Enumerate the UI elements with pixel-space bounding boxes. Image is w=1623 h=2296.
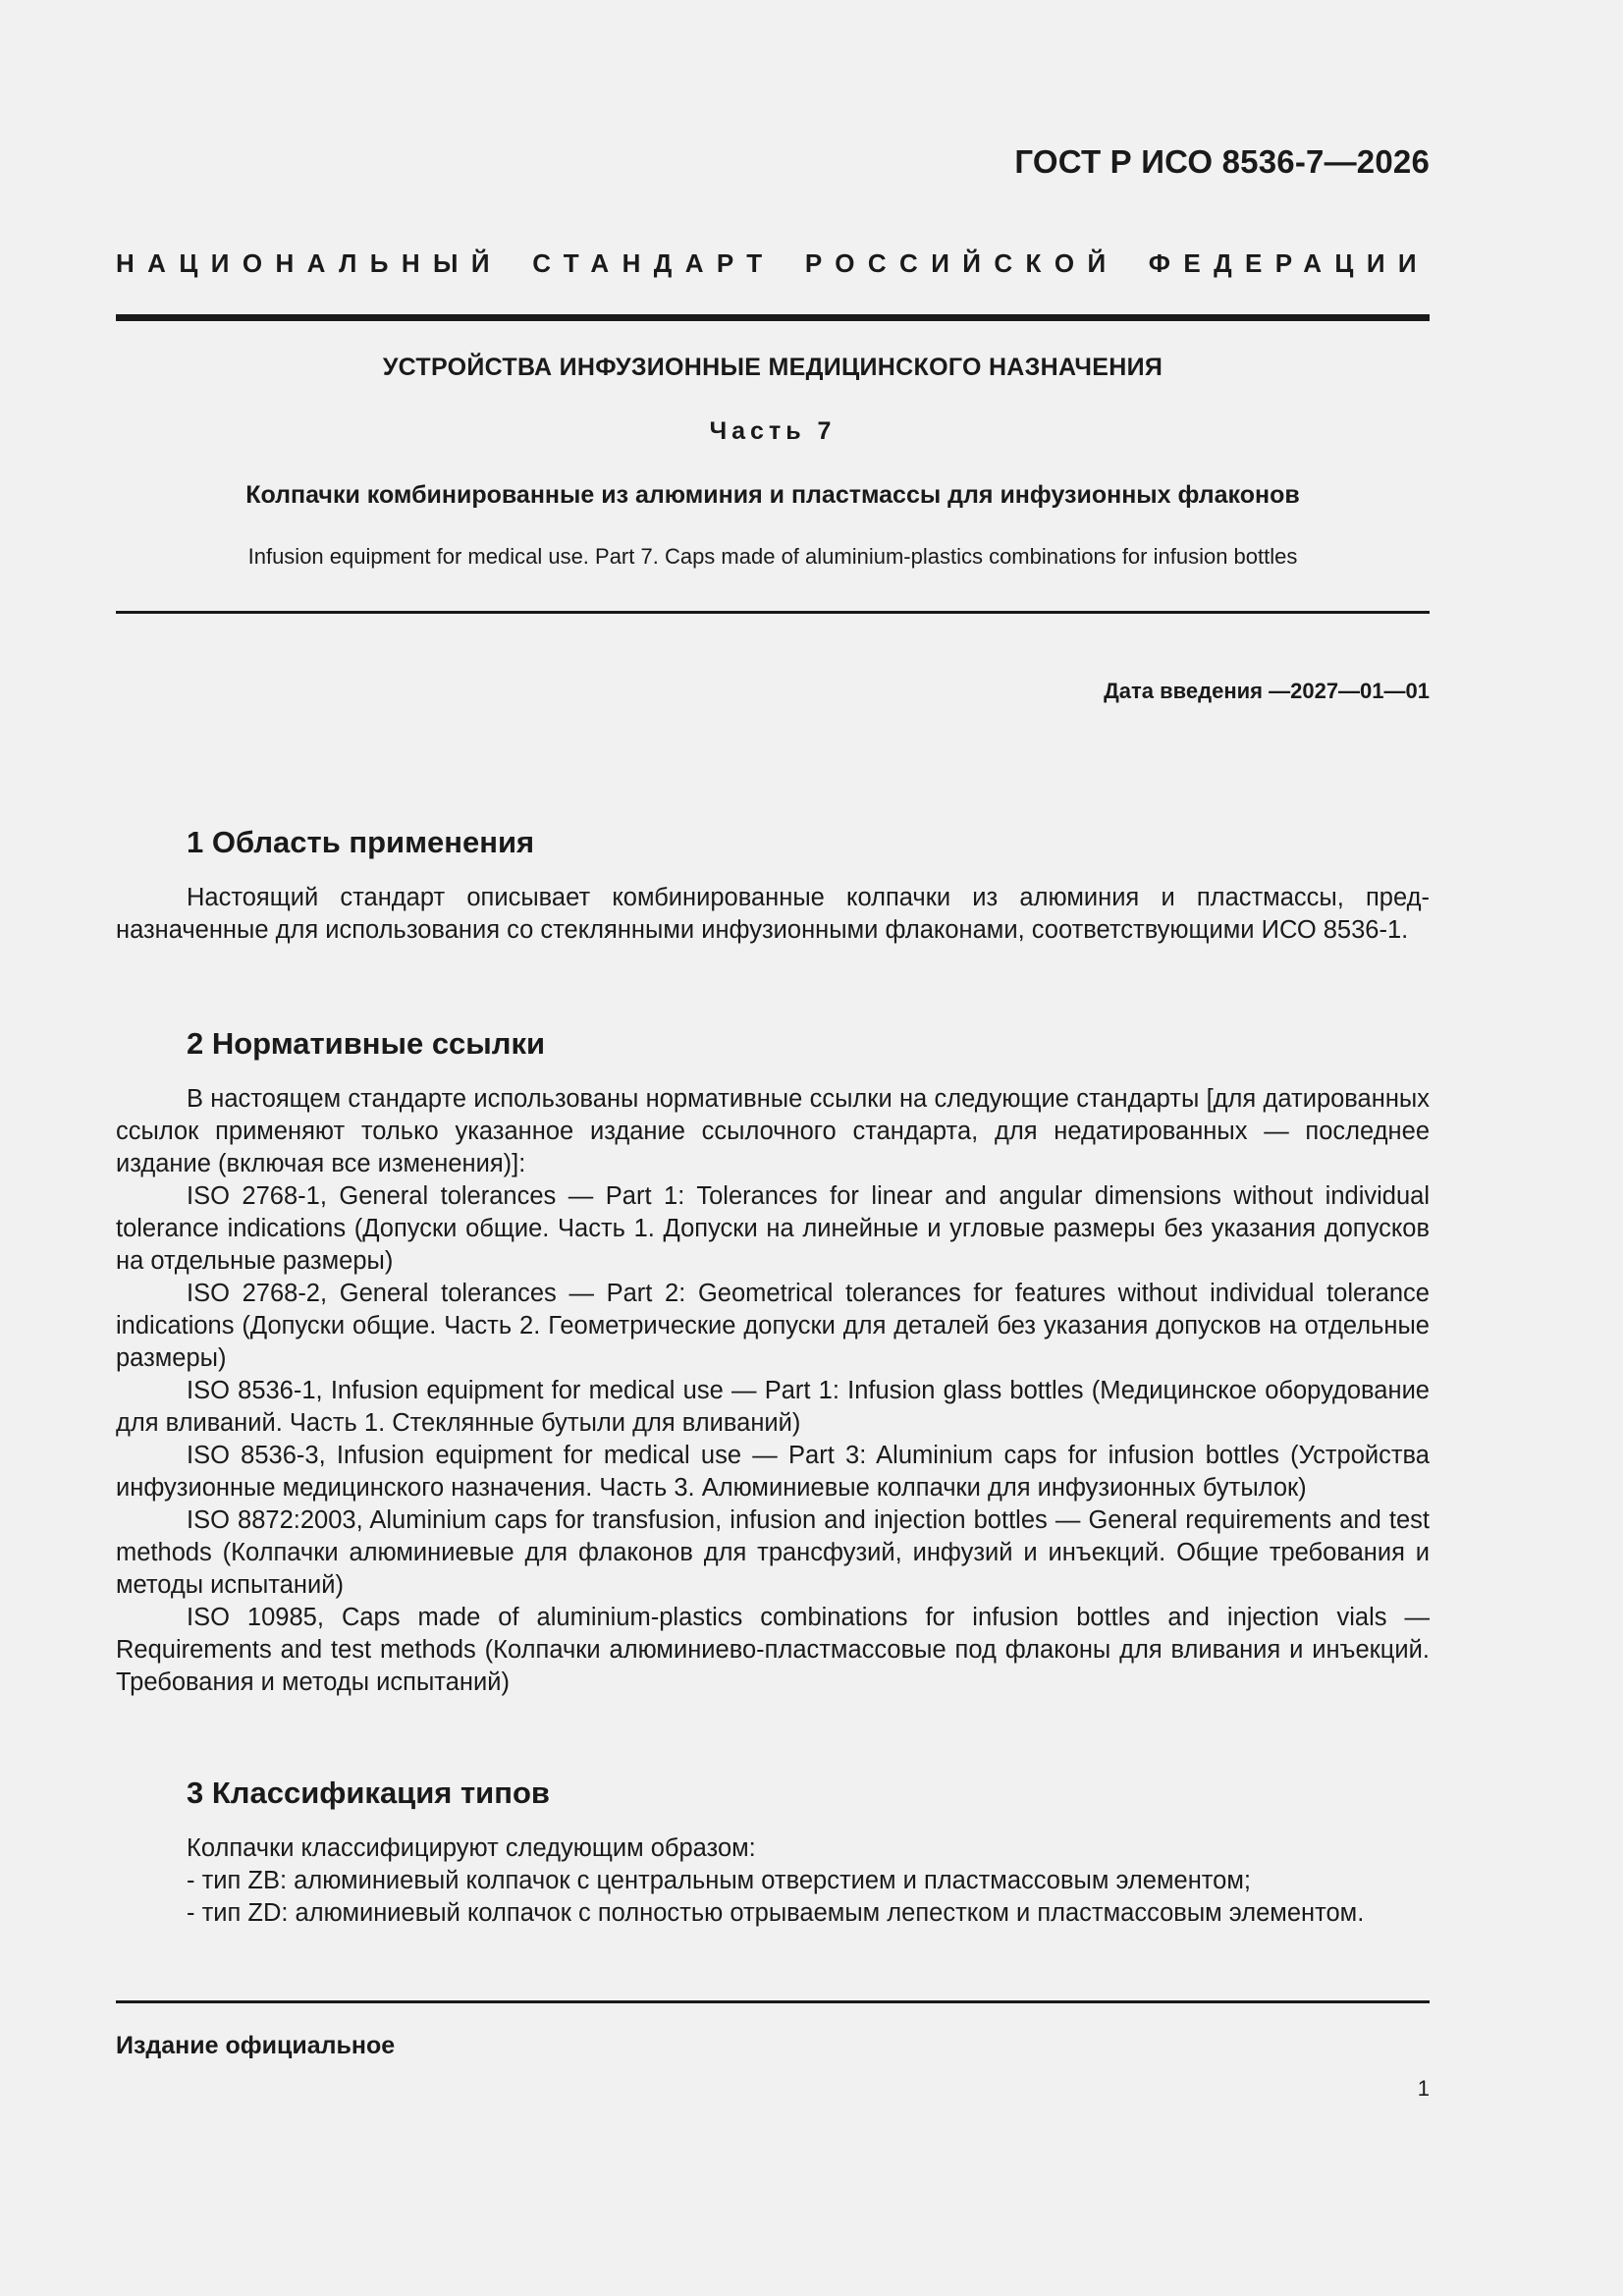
- reference-item: ISO 2768-1, General tolerances — Part 1: Tolerances for linear and angular dimensions without individual tolerance indications (Допуски общие. Часть 1. Допуски на линейные и угловые размеры без указания допусков на отдельные размеры): [116, 1182, 1430, 1275]
- document-title: УСТРОЙСТВА ИНФУЗИОННЫЕ МЕДИЦИНСКОГО НАЗНАЧЕНИЯ: [382, 354, 1163, 381]
- document-subtitle: Колпачки комбинированные из алюминия и пластмассы для инфузионных флаконов: [245, 481, 1300, 509]
- section-body-scope: [116, 882, 1430, 947]
- section-heading-classification: 3 Классификация типов: [187, 1776, 550, 1810]
- header-divider: [116, 314, 1430, 321]
- organization-line: НАЦИОНАЛЬНЫЙ СТАНДАРТ РОССИЙСКОЙ ФЕДЕРАЦИИ: [116, 248, 1430, 278]
- section-heading-normative-references: 2 Нормативные ссылки: [187, 1026, 546, 1061]
- document-page: [116, 0, 1430, 2296]
- paragraph: В настоящем стандарте использованы нормативные ссылки на следующие стандарты [для датированных ссылок применяют только указанное издание ссылочного стандарта, для недатированных — последнее издание (включая все изменения)]:: [116, 1085, 1430, 1177]
- official-edition-label: Издание официальное: [116, 2032, 396, 2059]
- paragraph: Колпачки классифицируют следующим образом:: [187, 1834, 756, 1862]
- reference-item: ISO 8536-3, Infusion equipment for medical use — Part 3: Aluminium caps for infusion bottles (Устройства инфузионные медицинского назначения. Часть 3. Алюминиевые колпачки для инфузионных бутылок): [116, 1442, 1430, 1502]
- document-code: ГОСТ Р ИСО 8536-7—2026: [1014, 143, 1430, 180]
- document-part: Часть 7: [709, 417, 837, 445]
- footer-divider: [116, 2000, 1430, 2003]
- reference-item: ISO 2768-2, General tolerances — Part 2: Geometrical tolerances for features without individual tolerance indications (Допуски общие. Часть 2. Геометрические допуски для деталей без указания допусков на отдельные размеры): [116, 1280, 1430, 1372]
- document-english-title: Infusion equipment for medical use. Part 7. Caps made of aluminium-plastics combinations for infusion bottles: [247, 544, 1298, 569]
- effective-date: Дата введения —2027—01—01: [1104, 679, 1430, 703]
- title-divider: [116, 611, 1430, 614]
- page-number: 1: [1417, 2076, 1430, 2101]
- list-item: - тип ZD: алюминиевый колпачок с полностью отрываемым лепестком и пластмассовым элементом.: [187, 1899, 1365, 1927]
- section-body-classification: [116, 1832, 1430, 1930]
- reference-item: ISO 8872:2003, Aluminium caps for transfusion, infusion and injection bottles — General requirements and test methods (Колпачки алюминиевые для флаконов для трансфузий, инфузий и инъекций. Общие требования и методы испытаний): [116, 1506, 1430, 1599]
- reference-item: ISO 10985, Caps made of aluminium-plastics combinations for infusion bottles and injection vials — Requirements and test methods (Колпачки алюминиево-пластмассовые под флаконы для вливания и инъекций. Требования и методы испытаний): [116, 1604, 1430, 1696]
- section-heading-scope: 1 Область применения: [187, 825, 535, 859]
- reference-item: ISO 8536-1, Infusion equipment for medical use — Part 1: Infusion glass bottles (Медицинское оборудование для вливаний. Часть 1. Стеклянные бутыли для вливаний): [116, 1377, 1430, 1437]
- paragraph: Настоящий стандарт описывает комбинированные колпачки из алюминия и пластмассы, предназначенные для использования со стеклянными инфузионными флаконами, соответствующими ИСО 8536-1.: [116, 884, 1430, 944]
- list-item: - тип ZB: алюминиевый колпачок с центральным отверстием и пластмассовым элементом;: [187, 1867, 1251, 1894]
- section-body-normative-references: [116, 1083, 1430, 1699]
